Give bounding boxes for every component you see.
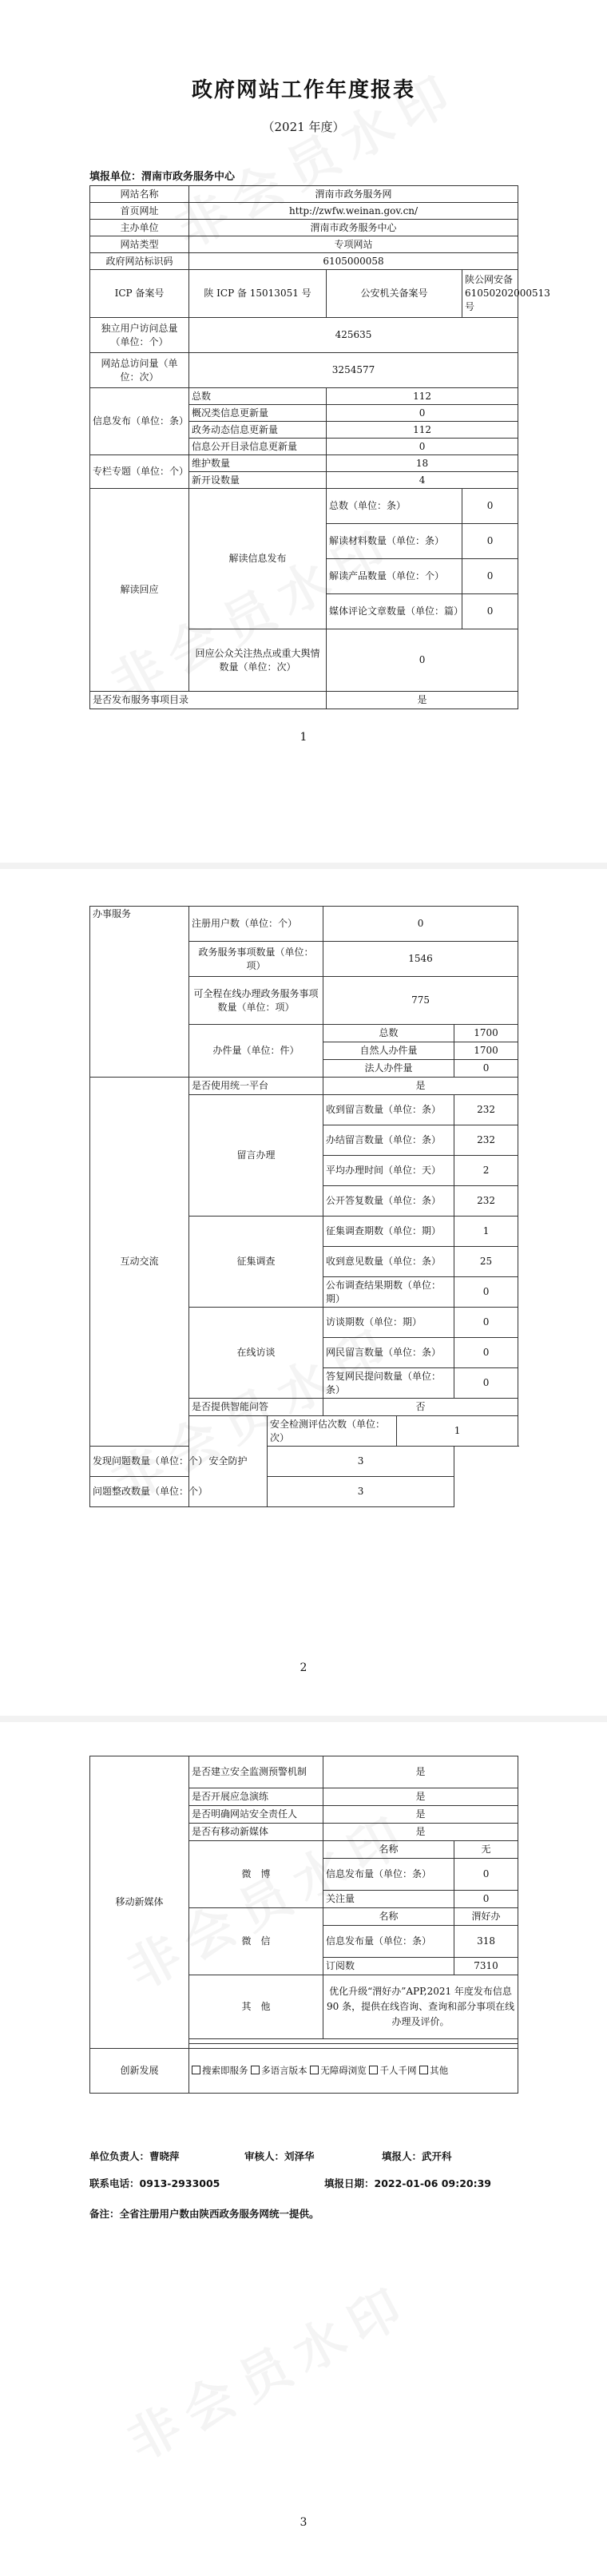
section-label: 解读回应 <box>90 489 189 692</box>
filling-date: 填报日期：2022-01-06 09:20:39 <box>324 2177 491 2189</box>
row-label: 是否建立安全监测预警机制 <box>189 1756 323 1788</box>
report-title: 政府网站工作年度报表 <box>191 78 415 102</box>
section-label: 安全防护 <box>189 1416 268 1507</box>
row-value: 0 <box>327 439 518 455</box>
row-value: 4 <box>327 472 518 489</box>
row-label: 收到留言数量（单位：条） <box>323 1095 454 1125</box>
option-label: 搜索即服务 <box>202 2065 248 2076</box>
row-value: http://zwfw.weinan.gov.cn/ <box>189 203 518 220</box>
row-value: 232 <box>454 1125 518 1156</box>
option-label: 多语言版本 <box>261 2065 307 2076</box>
row-value: 18 <box>327 455 518 472</box>
table-row <box>90 220 518 236</box>
row-value: 0 <box>454 1338 518 1368</box>
innovation-options <box>189 2049 518 2094</box>
row-label: 访谈期数（单位：期） <box>323 1308 454 1338</box>
row-value: 3254577 <box>189 353 518 388</box>
row-label: 信息公开目录信息更新量 <box>189 439 327 455</box>
report-table-1 <box>89 185 550 709</box>
sub-section-label: 微 信 <box>189 1908 323 1975</box>
reviewer: 审核人：刘泽华 <box>244 2150 315 2162</box>
checkbox <box>369 2066 378 2074</box>
row-label: 是否有移动新媒体 <box>189 1824 323 1841</box>
row-value: 0 <box>327 629 518 692</box>
row-label: 信息发布量（单位：条） <box>323 1926 454 1958</box>
row-value: 否 <box>323 1399 518 1416</box>
report-page-3 <box>0 1722 607 2576</box>
report-page-1 <box>0 0 607 863</box>
row-value: 425635 <box>189 318 518 353</box>
row-label: 首页网址 <box>90 203 189 220</box>
row-label: 总数 <box>189 388 327 405</box>
section-label: 创新发展 <box>90 2049 189 2094</box>
row-label: 独立用户访问总量（单位：个） <box>90 318 189 353</box>
table-row <box>90 1447 518 1477</box>
remark: 备注：全省注册用户数由陕西政务服务网统一提供。 <box>89 2208 319 2220</box>
row-label: 是否使用统一平台 <box>189 1078 323 1095</box>
row-value: 232 <box>454 1095 518 1125</box>
table-row <box>90 489 518 524</box>
row-value: 232 <box>454 1186 518 1217</box>
row-value: 1 <box>454 1217 518 1247</box>
contact-phone: 联系电话：0913-2933005 <box>89 2177 220 2189</box>
row-label: 政府网站标识码 <box>90 253 189 270</box>
row-label: 注册用户数（单位：个） <box>189 907 323 942</box>
row-label: 收到意见数量（单位：条） <box>323 1247 454 1277</box>
table-row <box>90 2049 518 2094</box>
table-row <box>90 203 518 220</box>
row-label: 网站总访问量（单位：次） <box>90 353 189 388</box>
sub-section-label: 其 他 <box>189 1975 323 2039</box>
row-value: 是 <box>323 1806 518 1824</box>
row-label: 是否发布服务事项目录 <box>90 692 327 709</box>
row-label: 自然人办件量 <box>323 1042 454 1060</box>
option-label: 其他 <box>430 2065 449 2076</box>
row-value: 3 <box>268 1447 454 1477</box>
row-label: 征集调查期数（单位：期） <box>323 1217 454 1247</box>
row-label: 网站名称 <box>90 186 189 203</box>
row-value: 渭好办 <box>454 1908 518 1926</box>
row-value: 25 <box>454 1247 518 1277</box>
row-value: 是 <box>327 692 518 709</box>
table-row <box>90 270 518 318</box>
table-row <box>90 1078 518 1095</box>
row-label: 公开答复数量（单位：条） <box>323 1186 454 1217</box>
row-value: 是 <box>323 1078 518 1095</box>
row-value: 1 <box>397 1416 518 1447</box>
table-row <box>90 455 518 472</box>
sub-section-label: 留言办理 <box>189 1095 323 1217</box>
sub-section-label: 解读信息发布 <box>189 489 327 629</box>
row-value: 是 <box>323 1788 518 1806</box>
row-value: 0 <box>327 405 518 422</box>
row-label: 信息发布量（单位：条） <box>323 1859 454 1891</box>
table-row <box>90 186 518 203</box>
row-value: 318 <box>454 1926 518 1958</box>
row-label: 主办单位 <box>90 220 189 236</box>
row-value: 0 <box>454 1859 518 1891</box>
row-label: 维护数量 <box>189 455 327 472</box>
table-row <box>90 1477 518 1507</box>
checkbox <box>192 2066 200 2074</box>
filler: 填报人：武开科 <box>382 2150 452 2162</box>
row-label: 政务服务事项数量（单位：项） <box>189 942 323 977</box>
row-label: 问题整改数量（单位：个） <box>90 1477 268 1507</box>
row-value: 7310 <box>454 1958 518 1975</box>
row-label: 总数（单位：条） <box>327 489 462 524</box>
row-label: 网站类型 <box>90 236 189 253</box>
row-value: 0 <box>454 1891 518 1908</box>
page-number: 2 <box>300 1661 307 1674</box>
table-row <box>90 388 518 405</box>
section-label: 移动新媒体 <box>90 1756 189 2049</box>
row-label: 答复网民提问数量（单位：条） <box>323 1368 454 1399</box>
row-value: 1546 <box>323 942 518 977</box>
report-table-3 <box>89 1756 518 2094</box>
section-label: 专栏专题（单位：个） <box>90 455 189 489</box>
row-value: 0 <box>454 1368 518 1399</box>
row-label: 媒体评论文章数量（单位：篇） <box>327 594 462 629</box>
report-page-2 <box>0 869 607 1716</box>
row-value: 优化升级“渭好办”APP,2021 年度发布信息 90 条，提供在线咨询、查询和部分事项在线办理及评价。 <box>323 1975 518 2039</box>
row-value: 无 <box>454 1841 518 1859</box>
row-label: 回应公众关注热点或重大舆情数量（单位：次） <box>189 629 327 692</box>
row-label: 发现问题数量（单位：个） <box>90 1447 268 1477</box>
row-value: 0 <box>462 489 518 524</box>
row-value: 0 <box>462 594 518 629</box>
row-label: 名称 <box>323 1908 454 1926</box>
table-row <box>90 353 518 388</box>
row-label: 总数 <box>323 1025 454 1042</box>
row-value: 0 <box>454 1277 518 1308</box>
table-row <box>90 318 518 353</box>
row-value: 0 <box>454 1060 518 1078</box>
row-label: 公布调查结果期数（单位：期） <box>323 1277 454 1308</box>
checkbox <box>310 2066 319 2074</box>
row-label: 可全程在线办理政务服务事项数量（单位：项） <box>189 977 323 1025</box>
table-row <box>90 907 518 942</box>
row-value: 0 <box>462 559 518 594</box>
row-value: 是 <box>323 1756 518 1788</box>
row-label: 新开设数量 <box>189 472 327 489</box>
table-row <box>90 692 518 709</box>
row-value: 0 <box>323 907 518 942</box>
row-value: 0 <box>462 524 518 559</box>
row-label: 解读材料数量（单位：条） <box>327 524 462 559</box>
table-row <box>90 1756 518 1788</box>
row-label: 网民留言数量（单位：条） <box>323 1338 454 1368</box>
sub-section-label: 征集调查 <box>189 1217 323 1308</box>
row-label: 政务动态信息更新量 <box>189 422 327 439</box>
row-value: 2 <box>454 1156 518 1186</box>
row-label: 平均办理时间（单位：天） <box>323 1156 454 1186</box>
row-value: 1700 <box>454 1042 518 1060</box>
row-label: 概况类信息更新量 <box>189 405 327 422</box>
responsible-person: 单位负责人：曹晓萍 <box>89 2150 180 2162</box>
checkbox <box>419 2066 428 2074</box>
row-value: 陕 ICP 备 15013051 号 <box>189 270 327 318</box>
row-value: 陕公网安备 61050202000513 号 <box>462 270 518 318</box>
row-value: 775 <box>323 977 518 1025</box>
row-label: 名称 <box>323 1841 454 1859</box>
row-value: 渭南市政务服务网 <box>189 186 518 203</box>
section-label: 信息发布（单位：条） <box>90 388 189 455</box>
row-value: 3 <box>268 1477 454 1507</box>
option-label: 无障碍浏览 <box>320 2065 367 2076</box>
row-value: 是 <box>323 1824 518 1841</box>
row-label: 是否明确网站安全责任人 <box>189 1806 323 1824</box>
section-label: 办事服务 <box>90 907 189 1078</box>
row-label: 办结留言数量（单位：条） <box>323 1125 454 1156</box>
row-label: 是否开展应急演练 <box>189 1788 323 1806</box>
row-value: 1700 <box>454 1025 518 1042</box>
row-value: 0 <box>454 1308 518 1338</box>
section-label: 互动交流 <box>90 1078 189 1447</box>
page-number: 1 <box>300 731 307 744</box>
row-label: 关注量 <box>323 1891 454 1908</box>
sub-section-label: 微 博 <box>189 1841 323 1908</box>
row-value: 112 <box>327 388 518 405</box>
row-label: 订阅数 <box>323 1958 454 1975</box>
row-label: ICP 备案号 <box>90 270 189 318</box>
row-value: 6105000058 <box>189 253 518 270</box>
filling-unit: 填报单位：渭南市政务服务中心 <box>89 171 236 183</box>
row-value: 112 <box>327 422 518 439</box>
option-label: 千人千网 <box>379 2065 417 2076</box>
table-row <box>90 253 518 270</box>
row-label: 是否提供智能问答 <box>189 1399 323 1416</box>
report-year: （2021 年度） <box>262 120 345 134</box>
table-row <box>90 236 518 253</box>
checkbox <box>251 2066 260 2074</box>
row-label: 法人办件量 <box>323 1060 454 1078</box>
row-label: 解读产品数量（单位：个） <box>327 559 462 594</box>
page-number: 3 <box>300 2516 307 2529</box>
row-label: 安全检测评估次数（单位：次） <box>268 1416 397 1447</box>
row-value: 渭南市政务服务中心 <box>189 220 518 236</box>
sub-section-label: 办件量（单位：件） <box>189 1025 323 1078</box>
row-value: 专项网站 <box>189 236 518 253</box>
row-label: 公安机关备案号 <box>327 270 462 318</box>
sub-section-label: 在线访谈 <box>189 1308 323 1399</box>
report-table-2 <box>89 906 518 1507</box>
